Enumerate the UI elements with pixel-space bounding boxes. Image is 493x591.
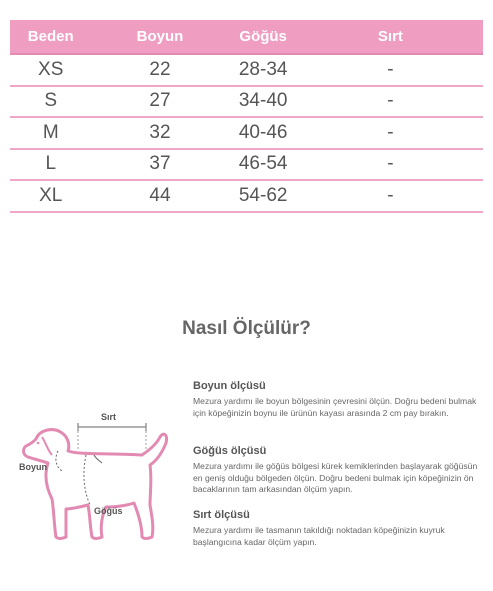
header-chest: Göğüs — [239, 28, 287, 45]
neck-label: Boyun — [19, 462, 47, 472]
back-measure-text: Mezura yardımı ile tasmanın takıldığı noktadan köpeğinizin kuyruk başlangıcına kadar ölçüm yapın. — [193, 525, 445, 547]
cell-size: XL — [39, 184, 63, 206]
cell-size: M — [42, 121, 59, 143]
size-table-header — [10, 20, 483, 55]
cell-back: - — [387, 153, 394, 175]
dog-outline-icon — [10, 395, 185, 555]
cell-chest: 34-40 — [238, 90, 288, 112]
chest-label: Göğüs — [94, 506, 123, 516]
cell-neck: 37 — [149, 153, 171, 175]
header-neck: Boyun — [136, 28, 184, 45]
cell-size: S — [44, 90, 58, 112]
back-measure-section — [193, 509, 488, 548]
header-back: Sırt — [377, 28, 403, 45]
header-size: Beden — [27, 28, 74, 45]
cell-neck: 22 — [149, 58, 171, 80]
back-measure-title: Sırt ölçüsü — [193, 509, 250, 521]
table-row — [10, 55, 483, 87]
cell-chest: 28-34 — [238, 58, 288, 80]
table-row — [10, 150, 483, 182]
cell-chest: 54-62 — [238, 184, 288, 206]
chest-measure-title: Göğüs ölçüsü — [193, 445, 267, 457]
neck-measure-title: Boyun ölçüsü — [193, 380, 266, 392]
cell-back: - — [387, 184, 394, 206]
cell-back: - — [387, 90, 394, 112]
chest-measure-section — [193, 445, 488, 496]
dog-measurement-diagram — [10, 395, 185, 555]
chest-measure-text: Mezura yardımı ile göğüs bölgesi kürek kemiklerinden başlayarak göğüsün en geniş olduğu bölgeden ölçün. Doğru bedeni bulmak için köpeğinizin ön bacaklarının tam arkasından ölçüm yapın. — [193, 461, 478, 494]
table-row — [10, 181, 483, 213]
table-row — [10, 118, 483, 150]
cell-neck: 27 — [149, 90, 171, 112]
cell-chest: 46-54 — [238, 153, 288, 175]
cell-back: - — [387, 121, 394, 143]
cell-chest: 40-46 — [238, 121, 288, 143]
cell-back: - — [387, 58, 394, 80]
cell-neck: 32 — [149, 121, 171, 143]
back-label: Sırt — [101, 412, 117, 422]
cell-size: XS — [38, 58, 64, 80]
table-row — [10, 87, 483, 119]
size-table — [10, 20, 483, 213]
how-to-measure-title: Nasıl Ölçülür? — [182, 318, 311, 339]
cell-neck: 44 — [149, 184, 171, 206]
cell-size: L — [45, 153, 57, 175]
neck-measure-section — [193, 380, 488, 419]
neck-measure-text: Mezura yardımı ile boyun bölgesinin çevresini ölçün. Doğru bedeni bulmak için köpeğinizin boynu ile ürünün kayası arasında 2 cm pay bırakın. — [193, 396, 477, 418]
